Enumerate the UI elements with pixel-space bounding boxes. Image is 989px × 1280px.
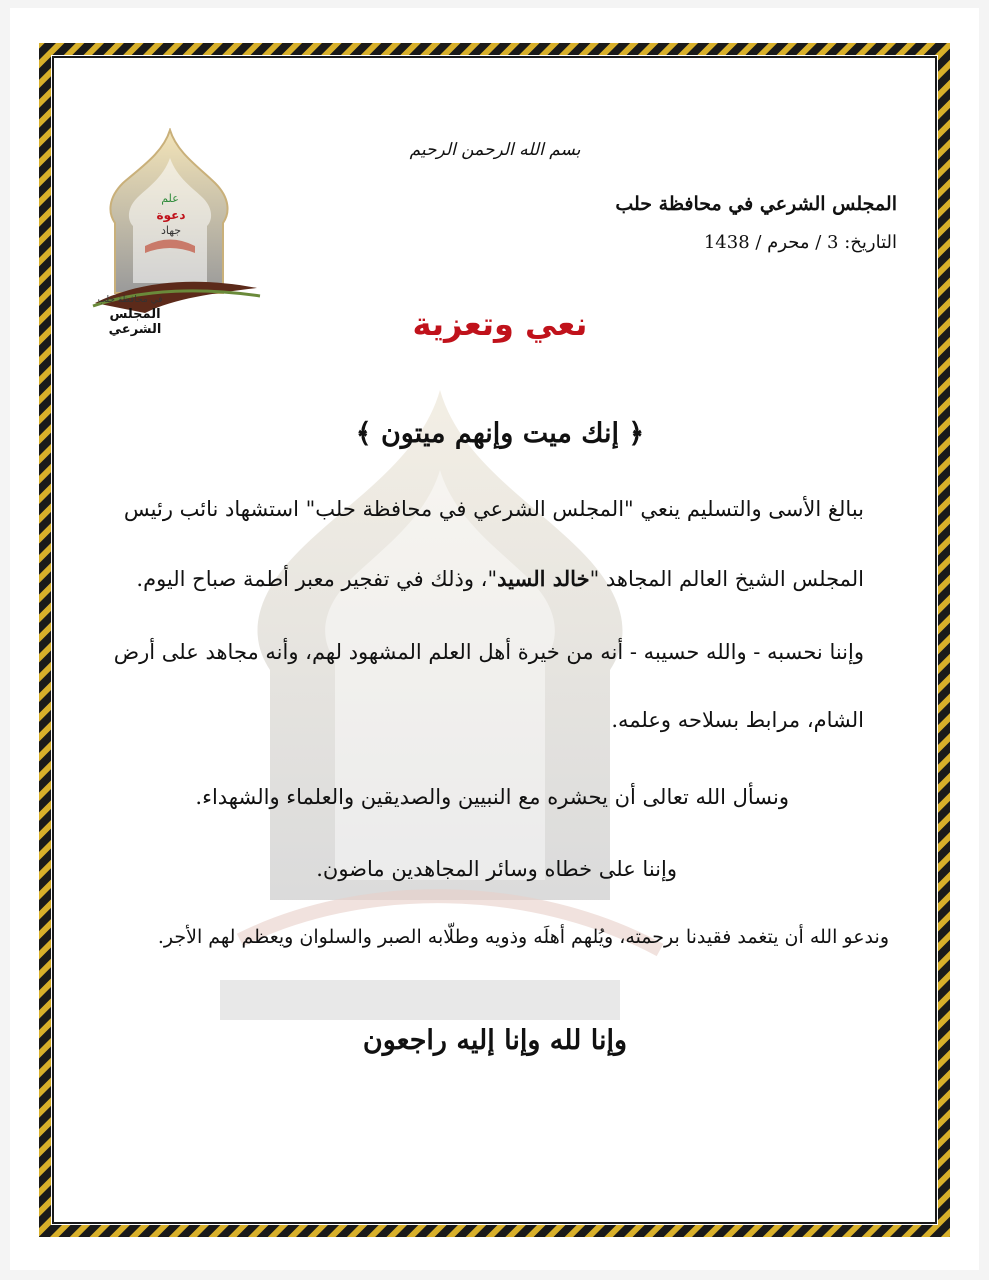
page-title: نعي وتعزية — [412, 305, 588, 343]
logo-caption-small: في محافظة حلب — [97, 295, 163, 305]
logo-word-knowledge: علم — [161, 192, 179, 205]
logo-watermark — [200, 380, 680, 1060]
council-logo — [85, 128, 270, 337]
logo-caption: المجلس الشرعي — [108, 307, 162, 337]
body-line-5: ونسأل الله تعالى أن يحشره مع النبيين والصديقين والعلماء والشهداء. — [195, 785, 789, 809]
quran-verse: ﴿ إنك ميت وإنهم ميتون ﴾ — [355, 418, 645, 449]
martyr-name: خالد السيد — [497, 566, 590, 591]
basmala: بسم الله الرحمن الرحيم — [409, 140, 581, 160]
body-line-4: الشام، مرابط بسلاحه وعلمه. — [611, 708, 864, 732]
body-line-7: وندعو الله أن يتغمد فقيدنا برحمته، ويُلهم أهلَه وذويه وطلّابه الصبر والسلوان ويعظم لهم الأجر. — [157, 926, 889, 948]
date-line: التاريخ: 3 / محرم / 1438 — [703, 232, 897, 253]
body-line-6: وإننا على خطاه وسائر المجاهدين ماضون. — [316, 857, 677, 881]
body-line-2-end: "، وذلك في تفجير معبر أطمة صباح اليوم. — [136, 567, 498, 591]
body-line-2 — [136, 566, 864, 591]
logo-word-jihad: جهاد — [160, 224, 182, 237]
closing-phrase: وإنا لله وإنا إليه راجعون — [362, 1025, 628, 1056]
body-line-1: ببالغ الأسى والتسليم ينعي "المجلس الشرعي في محافظة حلب" استشهاد نائب رئيس — [123, 497, 864, 521]
organization-name: المجلس الشرعي في محافظة حلب — [615, 193, 897, 215]
body-line-2-start: المجلس الشيخ العالم المجاهد " — [589, 567, 864, 591]
body-line-3: وإننا نحسبه - والله حسيبه - أنه من خيرة أهل العلم المشهود لهم، وأنه مجاهد على أرض — [113, 640, 864, 664]
logo-word-dawah: دعوة — [156, 208, 186, 222]
